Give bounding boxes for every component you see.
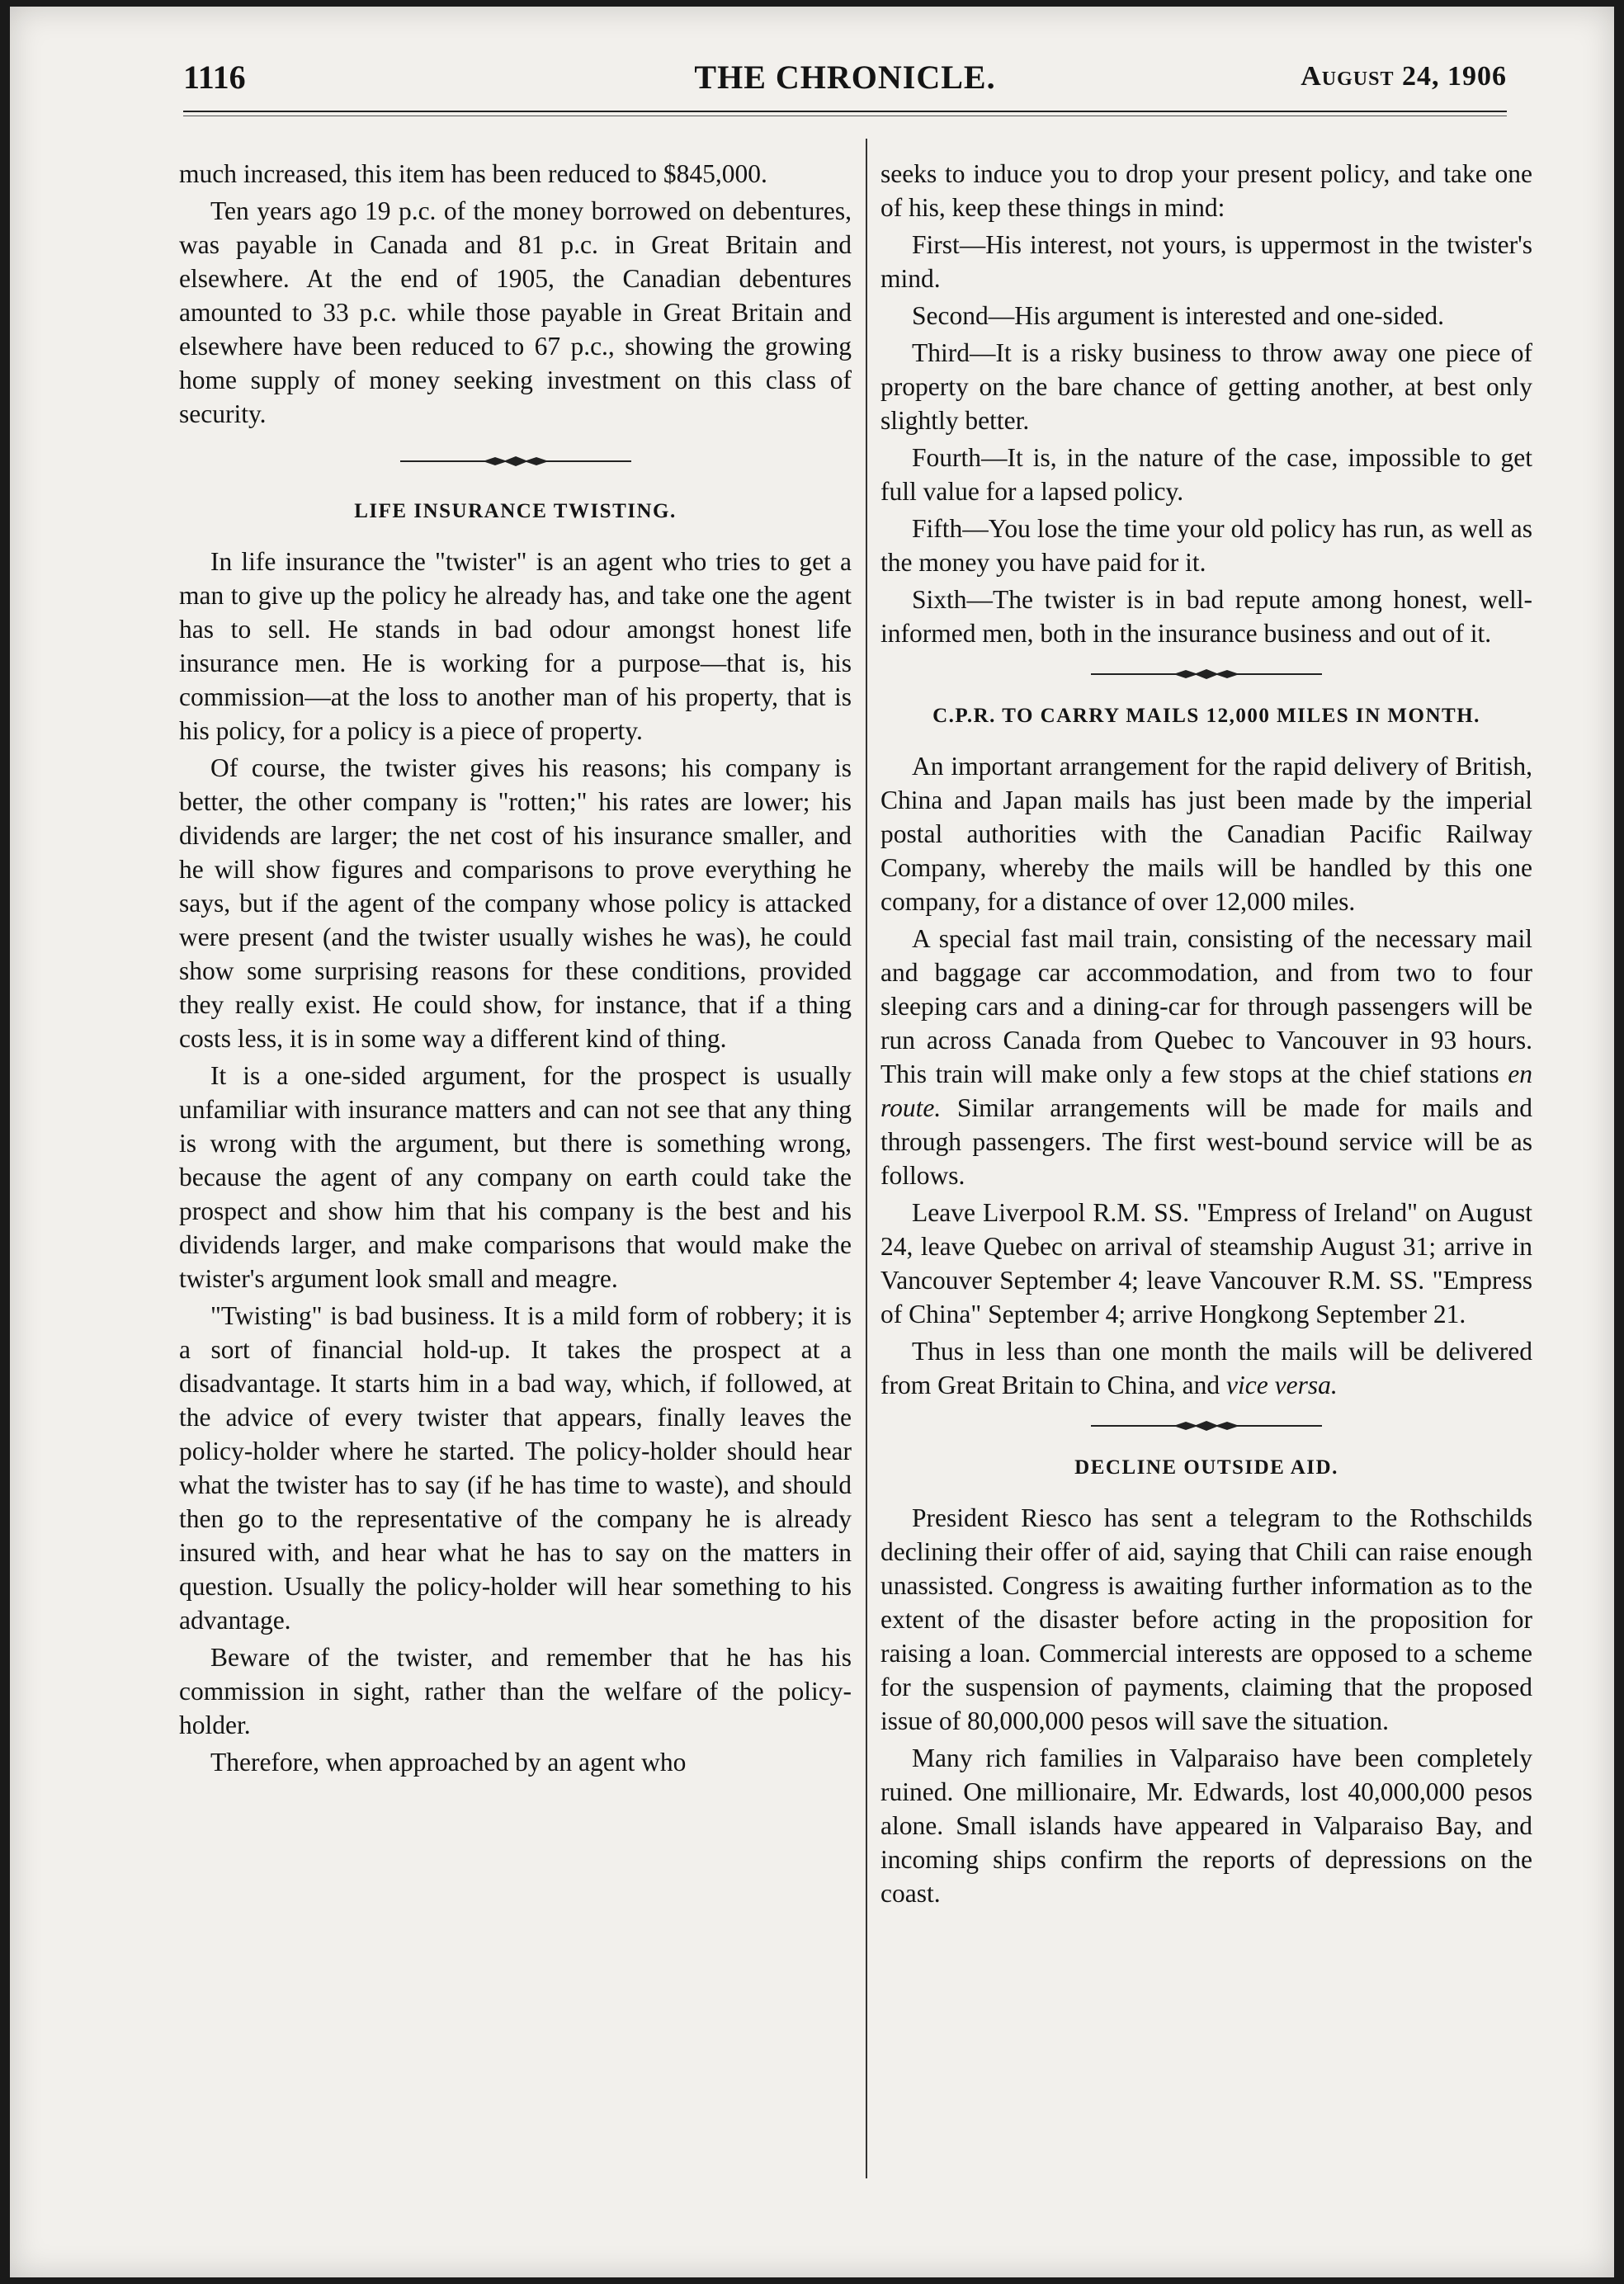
article-paragraph: In life insurance the "twister" is an agent who tries to get a man to give up the policy he already has, and take one the agent has to sell. He stands in bad odour amongst honest life insurance men. He is working for a purpose—that is, his commission—at the loss to another man of his property, that is his policy, for a policy is a piece of property.	[179, 547, 852, 745]
left-column	[179, 157, 852, 1782]
article-paragraph: Leave Liverpool R.M. SS. "Empress of Ireland" on August 24, leave Quebec on arrival of steamship August 31; arrive in Vancouver September 4; leave Vancouver R.M. SS. "Empress of China" September 4; arrive Hongkong September 21.	[880, 1198, 1532, 1328]
article-paragraph: Therefore, when approached by an agent who	[210, 1748, 687, 1777]
article-paragraph: Of course, the twister gives his reasons; his company is better, the other company is "rotten;" his rates are lower; his dividends are larger; the net cost of his insurance smaller, and he will show figures and comparisons to prove everything he says, but if the agent of the company whose policy is attacked were present (and the twister usually wishes he was), he could show some surprising reasons for these conditions, provided they really exist. He could show, for instance, that if a thing costs less, it is in some way a different kind of thing.	[179, 753, 852, 1053]
article-heading-cpr: C.P.R. TO CARRY MAILS 12,000 MILES IN MONTH.	[932, 705, 1480, 727]
text-run: A special fast mail train, consisting of the necessary mail and baggage car accommodation, and from two to four sleeping cars and a dining-car for through passengers will be run across Canada from Quebec to Vancouver in 93 hours. This train will make only a few stops at the chief stations	[880, 924, 1532, 1088]
publication-title: THE CHRONICLE.	[694, 59, 996, 96]
list-item: Second—His argument is interested and one-sided.	[912, 301, 1445, 330]
newspaper-page	[10, 7, 1614, 2277]
section-ornament-icon	[1091, 668, 1322, 680]
article-heading-twisting: LIFE INSURANCE TWISTING.	[354, 500, 677, 522]
article-paragraph: Beware of the twister, and remember that he has his commission in sight, rather than the welfare of the policy-holder.	[179, 1643, 852, 1739]
list-item: Fifth—You lose the time your old policy has run, as well as the money you have paid for it.	[880, 514, 1532, 577]
right-column	[880, 157, 1532, 1914]
italic-text: vice versa.	[1226, 1371, 1338, 1399]
article-paragraph: President Riesco has sent a telegram to the Rothschilds declining their offer of aid, saying that Chili can raise enough unassisted. Congress is awaiting further information as to the extent of the disaster before acting in the proposition for raising a loan. Commercial interests are opposed to a scheme for the suspension of payments, claiming that the proposed issue of 80,000,000 pesos will save the situation.	[880, 1503, 1532, 1735]
text-run: Similar arrangements will be made for mails and through passengers. The first west-bound service will be as follows.	[880, 1093, 1532, 1190]
list-item: Third—It is a risky business to throw away one piece of property on the bare chance of getting another, at best only slightly better.	[880, 338, 1532, 435]
article-paragraph: seeks to induce you to drop your present policy, and take one of his, keep these things in mind:	[880, 159, 1532, 222]
article-paragraph: much increased, this item has been reduced to $845,000.	[179, 159, 767, 188]
text-run: Thus in less than one month the mails will be delivered from Great Britain to China, and	[880, 1337, 1532, 1399]
article-paragraph: An important arrangement for the rapid delivery of British, China and Japan mails has just been made by the imperial postal authorities with the Canadian Pacific Railway Company, whereby the mails will be handled by this one company, for a distance of over 12,000 miles.	[880, 752, 1532, 916]
section-ornament-icon	[1091, 1420, 1322, 1432]
column-divider	[866, 139, 867, 2178]
article-paragraph	[880, 922, 1532, 1192]
header-rule	[183, 111, 1507, 112]
page-number: 1116	[183, 59, 246, 96]
article-paragraph: It is a one-sided argument, for the prospect is usually unfamiliar with insurance matters and can not see that any thing is wrong with the argument, but there is something wrong, because the agent of any company on earth could take the prospect and show him that his company is the best and his dividends larger, and make comparisons that would make the twister's argument look small and meagre.	[179, 1061, 852, 1293]
list-item: Sixth—The twister is in bad repute among honest, well-informed men, both in the insurance business and out of it.	[880, 585, 1532, 648]
italic-text: en route.	[880, 1059, 1532, 1122]
page-header	[183, 58, 1507, 107]
article-paragraph	[880, 1334, 1532, 1402]
list-item: Fourth—It is, in the nature of the case, impossible to get full value for a lapsed policy.	[880, 443, 1532, 506]
section-ornament-icon	[400, 455, 631, 467]
article-paragraph: Many rich families in Valparaiso have been completely ruined. One millionaire, Mr. Edwards, lost 40,000,000 pesos alone. Small islands have appeared in Valparaiso Bay, and incoming ships confirm the reports of depressions on the coast.	[880, 1744, 1532, 1908]
article-paragraph: Ten years ago 19 p.c. of the money borrowed on debentures, was payable in Canada and 81 p.c. in Great Britain and elsewhere. At the end of 1905, the Canadian debentures amounted to 33 p.c. while those payable in Great Britain and elsewhere have been reduced to 67 p.c., showing the growing home supply of money seeking investment on this class of security.	[179, 196, 852, 428]
article-paragraph: "Twisting" is bad business. It is a mild form of robbery; it is a sort of financial hold-up. It takes the prospect at a disadvantage. It starts him in a bad way, which, if followed, at the advice of every twister that appears, finally leaves the policy-holder where he started. The policy-holder should hear what the twister has to say (if he has time to waste), and should then go to the representative of the company he is already insured with, and hear what he has to say on the matters in question. Usually the policy-holder will hear something to his advantage.	[179, 1301, 852, 1635]
issue-date: August 24, 1906	[1301, 61, 1507, 92]
list-item: First—His interest, not yours, is uppermost in the twister's mind.	[880, 230, 1532, 293]
article-heading-aid: DECLINE OUTSIDE AID.	[1074, 1456, 1338, 1479]
